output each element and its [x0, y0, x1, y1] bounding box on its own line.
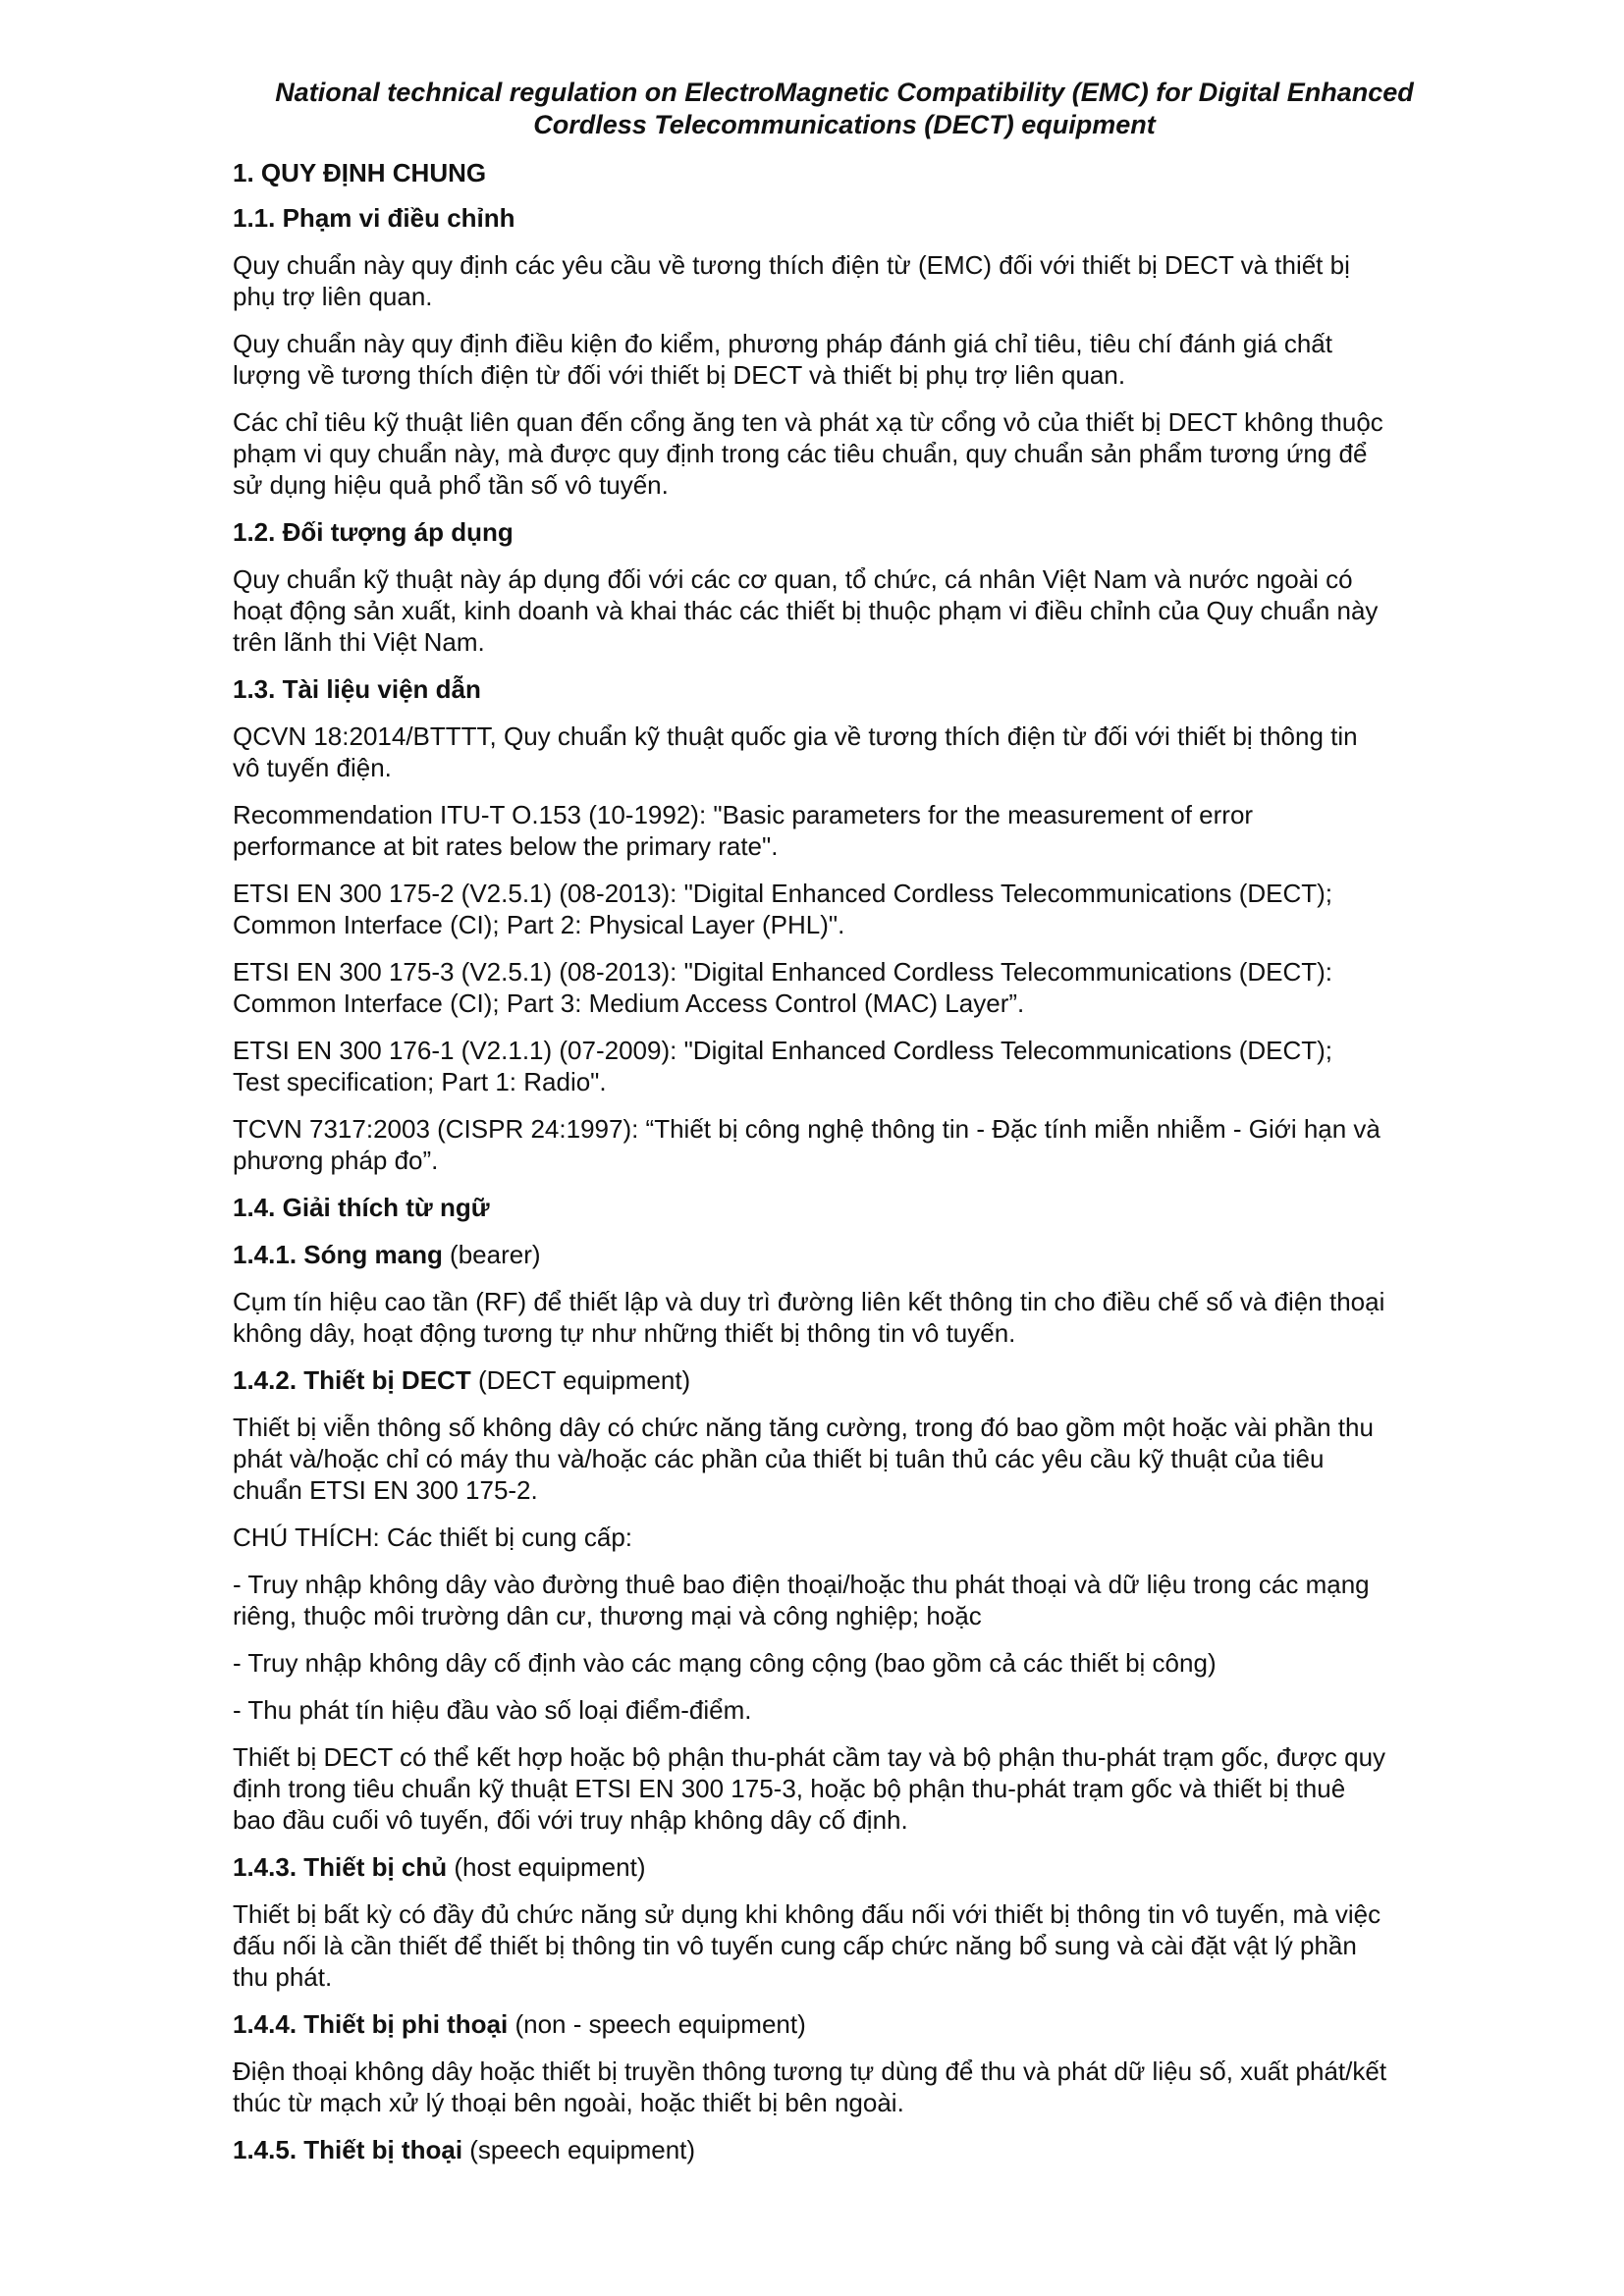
paragraph [233, 799, 1489, 862]
paragraph-line: Quy chuẩn này quy định các yêu cầu về tương thích điện từ (EMC) đối với thiết bị DECT và thiết bị [233, 250, 1350, 280]
term-english: (host equipment) [447, 1852, 646, 1882]
paragraph [233, 1647, 1489, 1679]
paragraph-line: Recommendation ITU-T O.153 (10-1992): "Basic parameters for the measurement of error [233, 800, 1254, 829]
paragraph [233, 721, 1489, 783]
paragraph-line: sử dụng hiệu quả phổ tần số vô tuyến. [233, 470, 669, 500]
paragraph-line: Quy chuẩn kỹ thuật này áp dụng đối với các cơ quan, tổ chức, cá nhân Việt Nam và nước ngoài có [233, 564, 1353, 594]
paragraph [233, 563, 1489, 658]
paragraph-line: bao đầu cuối vô tuyến, đối với truy nhập không dây cố định. [233, 1805, 908, 1835]
paragraph-line: Common Interface (CI); Part 3: Medium Access Control (MAC) Layer”. [233, 988, 1025, 1018]
paragraph-line: ETSI EN 300 175-3 (V2.5.1) (08-2013): "Digital Enhanced Cordless Telecommunications (DECT): [233, 957, 1333, 987]
paragraph-line: performance at bit rates below the primary rate". [233, 831, 779, 861]
paragraph-line: TCVN 7317:2003 (CISPR 24:1997): “Thiết bị công nghệ thông tin - Đặc tính miễn nhiễm - Giới hạn và [233, 1114, 1380, 1144]
paragraph [233, 878, 1489, 940]
paragraph-line: QCVN 18:2014/BTTTT, Quy chuẩn kỹ thuật quốc gia về tương thích điện từ đối với thiết bị thông tin [233, 721, 1358, 751]
paragraph-line: - Truy nhập không dây cố định vào các mạng công cộng (bao gồm cả các thiết bị công) [233, 1648, 1217, 1678]
paragraph-line: lượng về tương thích điện từ đối với thiết bị DECT và thiết bị phụ trợ liên quan. [233, 360, 1126, 390]
paragraph-line: Quy chuẩn này quy định điều kiện đo kiểm, phương pháp đánh giá chỉ tiêu, tiêu chí đánh giá chất [233, 329, 1332, 358]
paragraph-line: phát và/hoặc chỉ có máy thu và/hoặc các phần của thiết bị tuân thủ các yêu cầu kỹ thuật của tiêu [233, 1444, 1325, 1473]
term-heading [233, 1851, 1489, 1883]
header-line: National technical regulation on ElectroMagnetic Compatibility (EMC) for Digital Enhanced [275, 78, 1414, 107]
term-heading [233, 2134, 1489, 2165]
term-english: (bearer) [442, 1240, 541, 1269]
paragraph-line: hoạt động sản xuất, kinh doanh và khai thác các thiết bị thuộc phạm vi điều chỉnh của Quy chuẩn này [233, 596, 1379, 625]
subsection-heading: 1.3. Tài liệu viện dẫn [233, 674, 481, 704]
paragraph-line: Thiết bị DECT có thể kết hợp hoặc bộ phận thu-phát cầm tay và bộ phận thu-phát trạm gốc, được quy [233, 1742, 1386, 1772]
paragraph [233, 1522, 1489, 1553]
paragraph-line: - Thu phát tín hiệu đầu vào số loại điểm-điểm. [233, 1695, 752, 1725]
term-heading [233, 1239, 1489, 1270]
term-title: 1.4.3. Thiết bị chủ [233, 1852, 448, 1882]
paragraph-line: Common Interface (CI); Part 2: Physical Layer (PHL)". [233, 910, 845, 939]
paragraph [233, 956, 1489, 1019]
section-heading: 1. QUY ĐỊNH CHUNG [233, 158, 487, 187]
paragraph-line: Thiết bị viễn thông số không dây có chức năng tăng cường, trong đó bao gồm một hoặc vài phần thu [233, 1413, 1374, 1442]
term-english: (DECT equipment) [470, 1365, 691, 1395]
paragraph-line: không dây, hoạt động tương tự như những thiết bị thông tin vô tuyến. [233, 1318, 1016, 1348]
header-line: Cordless Telecommunications (DECT) equipment [533, 110, 1156, 139]
paragraph-line: - Truy nhập không dây vào đường thuê bao điện thoại/hoặc thu phát thoại và dữ liệu trong các mạng [233, 1570, 1370, 1599]
paragraph-line: vô tuyến điện. [233, 753, 392, 782]
term-title: 1.4.5. Thiết bị thoại [233, 2135, 463, 2164]
document-header [232, 77, 1457, 141]
paragraph [233, 328, 1489, 391]
paragraph-line: CHÚ THÍCH: Các thiết bị cung cấp: [233, 1522, 632, 1552]
document-body [233, 157, 1489, 2181]
paragraph-line: định trong tiêu chuẩn kỹ thuật ETSI EN 300 175-3, hoặc bộ phận thu-phát trạm gốc và thiết bị thuê [233, 1774, 1346, 1803]
subsection-heading: 1.4. Giải thích từ ngữ [233, 1193, 490, 1222]
paragraph-line: thu phát. [233, 1962, 333, 1992]
paragraph [233, 1569, 1489, 1631]
paragraph-line: phạm vi quy chuẩn này, mà được quy định trong các tiêu chuẩn, quy chuẩn sản phẩm tương ứng để [233, 439, 1368, 468]
term-english: (non - speech equipment) [508, 2009, 806, 2039]
paragraph-line: Test specification; Part 1: Radio". [233, 1067, 607, 1096]
term-title: 1.4.4. Thiết bị phi thoại [233, 2009, 509, 2039]
paragraph-line: đấu nối là cần thiết để thiết bị thông tin vô tuyến cung cấp chức năng bổ sung và cài đặt vật lý phần [233, 1931, 1357, 1960]
paragraph [233, 1898, 1489, 1993]
paragraph-line: Điện thoại không dây hoặc thiết bị truyền thông tương tự dùng để thu và phát dữ liệu số, xuất phát/kết [233, 2056, 1387, 2086]
paragraph-line: riêng, thuộc môi trường dân cư, thương mại và công nghiệp; hoặc [233, 1601, 982, 1630]
paragraph-line: phương pháp đo”. [233, 1146, 439, 1175]
term-heading [233, 1364, 1489, 1396]
paragraph-line: chuẩn ETSI EN 300 175-2. [233, 1475, 538, 1505]
paragraph [233, 2056, 1489, 2118]
paragraph [233, 1694, 1489, 1726]
term-english: (speech equipment) [462, 2135, 696, 2164]
paragraph-line: Các chỉ tiêu kỹ thuật liên quan đến cổng ăng ten và phát xạ từ cổng vỏ của thiết bị DECT không thuộc [233, 407, 1383, 437]
paragraph [233, 1412, 1489, 1506]
paragraph-line: phụ trợ liên quan. [233, 282, 433, 311]
paragraph-line: Cụm tín hiệu cao tần (RF) để thiết lập và duy trì đường liên kết thông tin cho điều chế số và điện thoại [233, 1287, 1385, 1316]
term-heading [233, 2008, 1489, 2040]
paragraph-line: thúc từ mạch xử lý thoại bên ngoài, hoặc thiết bị bên ngoài. [233, 2088, 904, 2117]
paragraph [233, 1741, 1489, 1836]
paragraph-line: trên lãnh thi Việt Nam. [233, 627, 485, 657]
subsection-heading: 1.2. Đối tượng áp dụng [233, 517, 514, 547]
paragraph [233, 249, 1489, 312]
subsection-heading: 1.1. Phạm vi điều chỉnh [233, 203, 515, 233]
term-title: 1.4.2. Thiết bị DECT [233, 1365, 471, 1395]
paragraph-line: ETSI EN 300 176-1 (V2.1.1) (07-2009): "Digital Enhanced Cordless Telecommunications (DECT); [233, 1036, 1333, 1065]
paragraph [233, 1286, 1489, 1349]
paragraph [233, 1035, 1489, 1097]
paragraph [233, 406, 1489, 501]
paragraph-line: ETSI EN 300 175-2 (V2.5.1) (08-2013): "Digital Enhanced Cordless Telecommunications (DECT); [233, 879, 1333, 908]
paragraph-line: Thiết bị bất kỳ có đầy đủ chức năng sử dụng khi không đấu nối với thiết bị thông tin vô tuyến, mà việc [233, 1899, 1381, 1929]
term-title: 1.4.1. Sóng mang [233, 1240, 443, 1269]
paragraph [233, 1113, 1489, 1176]
